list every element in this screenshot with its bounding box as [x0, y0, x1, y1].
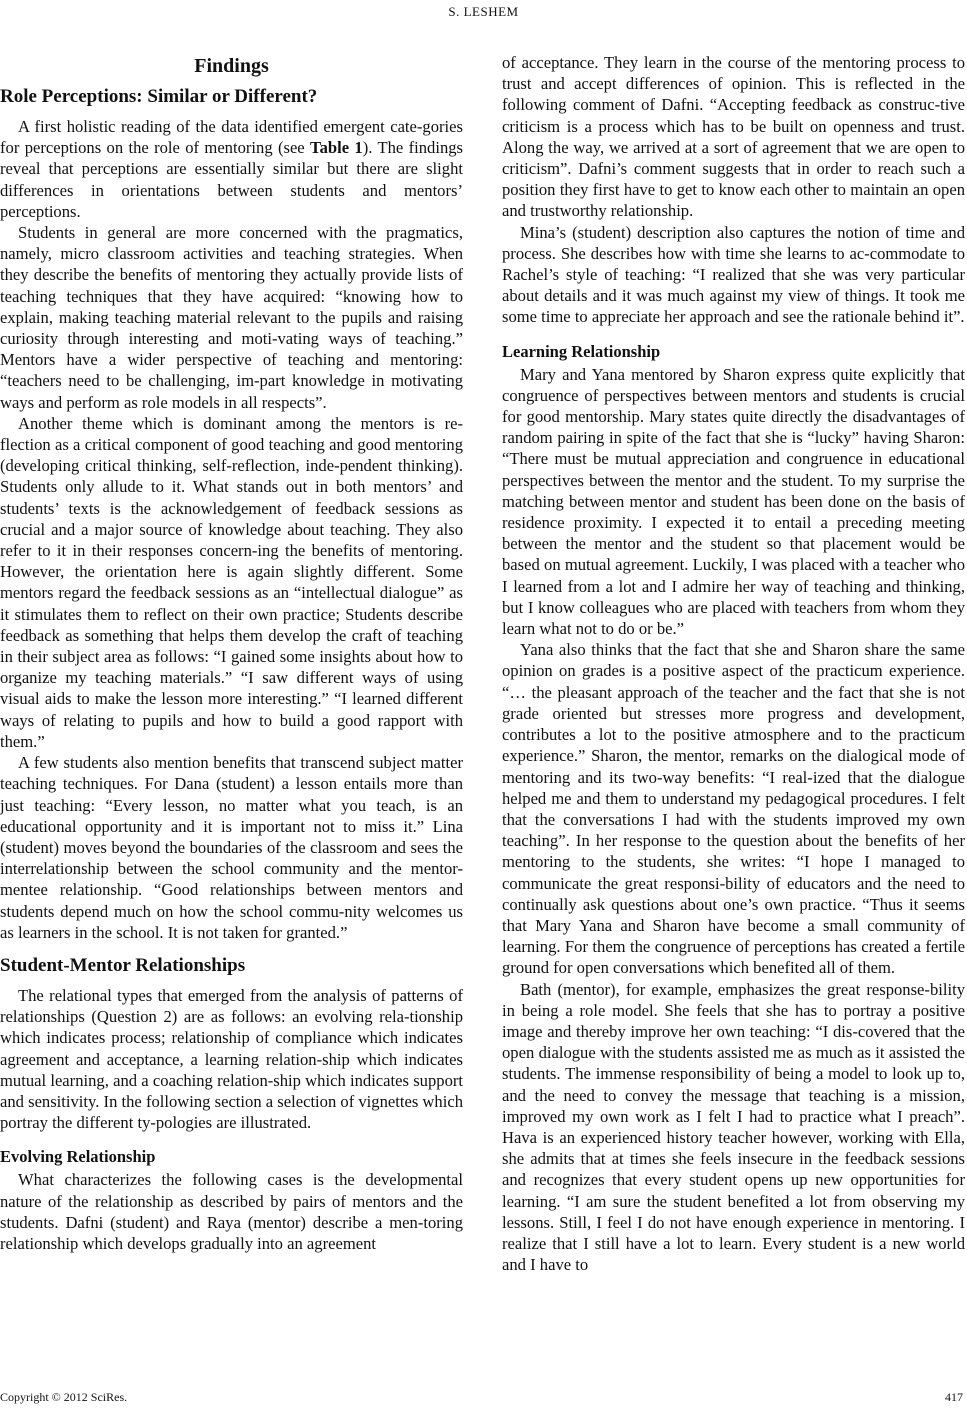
paragraph	[0, 116, 463, 222]
paragraph: Students in general are more concerned with the pragmatics, namely, micro classroom activities and teaching strategies. When they describe the benefits of mentoring they actually provide lists of teaching techniques that they have acquired: “knowing how to explain, making teaching material relevant to the pupils and raising curiosity through interesting and moti-vating ways of teaching.” Mentors have a wider perspective of teaching and mentoring: “teachers need to be challenging, im-part knowledge in motivating ways and perform as role models in all respects”.	[0, 223, 463, 412]
subsection-heading-learning: Learning Relationship	[502, 341, 661, 361]
page-number: 417	[945, 1390, 963, 1404]
running-head: S. LESHEM	[448, 4, 519, 19]
paragraph: Yana also thinks that the fact that she and Sharon share the same opinion on grades is a positive aspect of the practicum experience. “… the pleasant approach of the teacher and the fact that she is not grade oriented but stresses more progress and development, contributes a lot to the positive atmosphere and to the practicum experience.” Sharon, the mentor, remarks on the dialogical mode of mentoring and its two-way benefits: “I real-ized that the dialogue helped me and them to understand my pedagogical procedures. I felt that the conversations I had with the students improved my own teaching”. In her response to the question about the benefits of her mentoring to the students, she writes: “I hope I managed to communicate the great responsi-bility of educators and the need to continually ask questions about one’s own practice. “Thus it seems that Mary Yana and Sharon have become a small community of learning. For them the congruence of perceptions has created a fertile ground for open conversations which benefited all of them.	[502, 640, 965, 978]
paragraph: Mary and Yana mentored by Sharon express quite explicitly that congruence of perspectives between mentors and students is crucial for good mentorship. Mary states quite directly the disadvantages of random pairing in spite of the fact that she is “lucky” having Sharon: “There must be mutual appreciation and congruence in educational perspectives between the mentor and the student. To my surprise the matching between mentor and student has been done on the basis of residence proximity. I expected it to entail a preceding meeting between the mentor and the student so that placement would be based on mutual agreement. Luckily, I was placed with a teacher who I learned from a lot and I admire her way of teaching and thinking, but I know colleagues who are placed with teachers from whom they learn what not to do or be.”	[502, 364, 965, 639]
paragraph: Another theme which is dominant among the mentors is re-flection as a critical component of good teaching and good mentoring (developing critical thinking, self-reflection, inde-pendent thinking). Students only allude to it. What stands out in both mentors’ and students’ texts is the acknowledgement of feedback sessions as crucial and a major source of knowledge about teaching. They also refer to it in their responses concern-ing the benefits of mentoring. However, the orientation here is again slightly different. Some mentors regard the feedback sessions as an “intellectual dialogue” as it stimulates them to reflect on their own practice; Students describe feedback as something that helps them develop the craft of teaching in their subject area as follows: “I gained some insights about how to organize my teaching materials.” “I saw different ways of using visual aids to make the lesson more interesting.” “I learned different ways of relating to pupils and how to build a good rapport with them.”	[0, 413, 463, 751]
paragraph: A few students also mention benefits that transcend subject matter teaching techniques. For Dana (student) a lesson entails more than just teaching: “Every lesson, no matter what you teach, is an educational opportunity and it is important not to miss it.” Lina (student) moves beyond the boundaries of the classroom and sees the interrelationship between the school community and the mentor-mentee relationship. “Good relationships between mentors and students depend much on how the school commu-nity welcomes us as learners in the school. It is not taken for granted.”	[0, 753, 463, 942]
section-heading-role-perceptions: Role Perceptions: Similar or Different?	[0, 86, 318, 107]
paragraph-continued: of acceptance. They learn in the course of the mentoring process to trust and accept differences of opinion. This is reflected in the following comment of Dafni. “Accepting feedback as construc-tive criticism is a process which has to be built on openness and trust. Along the way, we arrived at a sort of agreement that we are open to criticism”. Dafni’s comment suggests that in order to reach such a position they first have to get to know each other to maintain an open and trustworthy relationship.	[502, 53, 965, 221]
copyright-notice: Copyright © 2012 SciRes.	[0, 1390, 128, 1404]
paragraph: Bath (mentor), for example, emphasizes the great response-bility in being a role model. She feels that she has to portray a positive image and thereby improve her own teaching: “I dis-covered that the open dialogue with the students assisted me as much as it assisted the students. The immense responsibility of being a model to look up to, and the need to convey the message that teaching is a mission, improved my own work as I felt I had to practice what I preach”. Hava is an experienced history teacher however, working with Ella, she admits that at times she feels insecure in the feedback sessions and recognizes that every student opens up new opportunities for learning. “I am sure the student benefited a lot from observing my lessons. Still, I feel I do not have enough experience in mentoring. I realize that I still have a lot to learn. Every student is a new world and I have to	[502, 979, 965, 1275]
findings-heading: Findings	[194, 55, 269, 77]
subsection-heading-evolving: Evolving Relationship	[0, 1147, 156, 1167]
paragraph: What characterizes the following cases is the developmental nature of the relationship as described by pairs of mentors and the students. Dafni (student) and Raya (mentor) describe a men-toring relationship which develops gradually into an agreement	[0, 1170, 463, 1253]
paragraph: The relational types that emerged from the analysis of patterns of relationships (Question 2) are as follows: an evolving rela-tionship which indicates process; relationship of compliance which indicates agreement and acceptance, a learning relation-ship which indicates mutual learning, and a coaching relation-ship which indicates support and sensitivity. In the following section a selection of vignettes which portray the different ty-pologies are illustrated.	[0, 985, 463, 1133]
paragraph-text: A first holistic reading of the data identified emergent cate-gories for perceptions on the role of mentoring (see	[0, 117, 463, 158]
table-reference: Table 1	[310, 138, 363, 158]
section-heading-student-mentor: Student-Mentor Relationships	[0, 954, 246, 976]
paragraph: Mina’s (student) description also captures the notion of time and process. She describes how with time she learns to ac-commodate to Rachel’s style of teaching: “I realized that she was very particular about details and it was much against my view of things. It took me some time to appreciate her approach and see the rationale behind it”.	[502, 222, 965, 327]
left-column	[0, 52, 463, 1254]
paragraph-text: ). The findings reveal that perceptions are essentially similar but there are slight differences in orientations between students and mentors’ perceptions.	[0, 138, 463, 221]
right-column	[502, 52, 965, 1275]
